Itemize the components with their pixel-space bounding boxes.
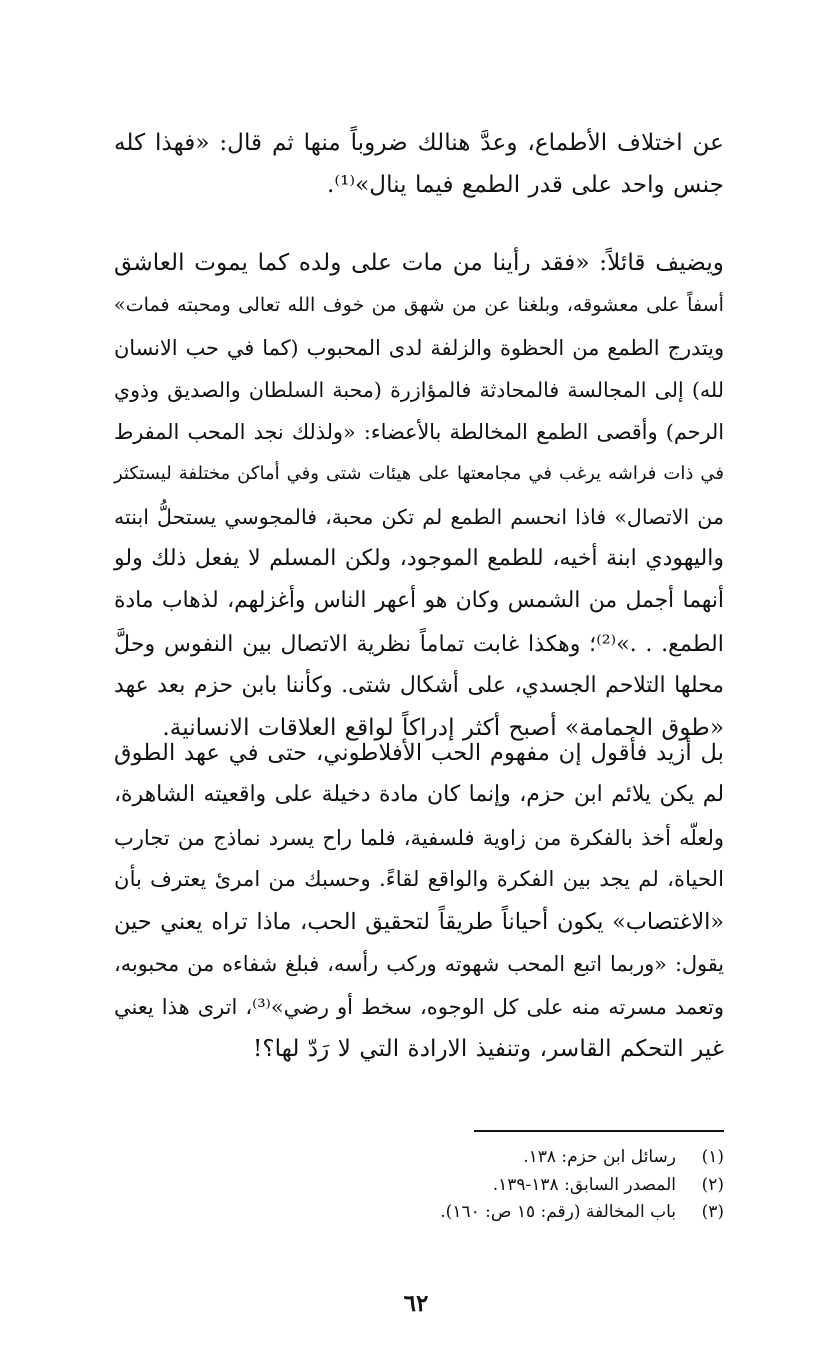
body-paragraph xyxy=(114,732,724,1070)
text-line: جنس واحد على قدر الطمع فيما ينال»⁽¹⁾. xyxy=(327,171,724,199)
text-line: واليهودي ابنة أخيه، للطمع الموجود، ولكن المسلم لا يفعل ذلك ولو xyxy=(114,546,724,572)
text-line: أنهما أجمل من الشمس وكان هو أعهر الناس وأغزلهم، لذهاب مادة xyxy=(114,588,724,614)
page-number: ٦٢ xyxy=(403,1290,429,1317)
footnote xyxy=(114,1172,724,1200)
footnote-number: (٣) xyxy=(701,1202,724,1222)
text-line: أسفاً على معشوقه، وبلغنا عن من شهق من خوف الله تعالى ومحبته فمات» xyxy=(114,293,724,317)
footnote-text: باب المخالفة (رقم: ١٥ ص: ١٦٠). xyxy=(440,1202,676,1222)
footnote-text: المصدر السابق: ١٣٨-١٣٩. xyxy=(492,1174,676,1195)
footnotes xyxy=(114,1144,724,1227)
footnote-number: (٢) xyxy=(701,1174,724,1195)
footnote-number: (١) xyxy=(701,1147,724,1167)
text-line: «طوق الحمامة» أصبح أكثر إدراكاً لواقع العلاقات الانسانية. xyxy=(162,714,724,742)
footnote xyxy=(114,1199,724,1227)
text-line: الرحم) وأقصى الطمع المخالطة بالأعضاء: «ولذلك نجد المحب المفرط xyxy=(114,420,724,445)
text-line: في ذات فراشه يرغب في مجامعتها على هيئات شتى وفي أماكن مختلفة ليستكثر xyxy=(114,463,724,485)
body-paragraph xyxy=(114,122,724,207)
text-line: محلها التلاحم الجسدي، على أشكال شتى. وكأننا بابن حزم بعد عهد xyxy=(114,672,724,698)
text-line: الطمع. . .»⁽²⁾؛ وهكذا غابت تماماً نظرية الاتصال بين النفوس وحلَّ xyxy=(114,630,724,657)
text-line: من الاتصال» فاذا انحسم الطمع لم تكن محبة، فالمجوسي يستحلُّ ابنته xyxy=(114,504,724,529)
text-line: عن اختلاف الأطماع، وعدَّ هنالك ضروباً منها ثم قال: «فهذا كله xyxy=(114,129,724,156)
text-line: لله) إلى المجالسة فالمحادثة فالمؤازرة (محبة السلطان والصديق وذوي xyxy=(114,377,724,402)
book-page xyxy=(0,112,832,1352)
footnote xyxy=(114,1144,724,1172)
text-line: وتعمد مسرته منه على كل الوجوه، سخط أو رضي»⁽³⁾، اترى هذا يعني xyxy=(114,994,724,1019)
text-line: الحياة، لم يجد بين الفكرة والواقع لقاءً. وحسبك من امرئ يعترف بأن xyxy=(114,866,724,892)
text-line: يقول: «وربما اتبع المحب شهوته وركب رأسه، فبلغ شفاءه من محبوبه، xyxy=(114,952,724,977)
text-line: بل أزيد فأقول إن مفهوم الحب الأفلاطوني، حتى في عهد الطوق xyxy=(114,740,724,766)
body-paragraph xyxy=(114,242,724,750)
text-line: «الاغتصاب» يكون أحياناً طريقاً لتحقيق الحب، ماذا تراه يعني حين xyxy=(114,909,724,936)
footnote-divider xyxy=(474,1130,724,1132)
text-line: ويتدرج الطمع من الحظوة والزلفة لدى المحبوب (كما في حب الانسان xyxy=(114,335,724,360)
text-line: لم يكن يلائم ابن حزم، وإنما كان مادة دخيلة على واقعيته الشاهرة، xyxy=(114,782,724,808)
footnote-text: رسائل ابن حزم: ١٣٨. xyxy=(523,1147,676,1167)
text-line: غير التحكم القاسر، وتنفيذ الارادة التي لا رَدّ لها؟! xyxy=(253,1035,724,1063)
text-line: ويضيف قائلاً: «فقد رأينا من مات على ولده كما يموت العاشق xyxy=(114,249,724,276)
text-line: ولعلّه أخذ بالفكرة من زاوية فلسفية، فلما راح يسرد نماذج من تجارب xyxy=(114,824,724,850)
